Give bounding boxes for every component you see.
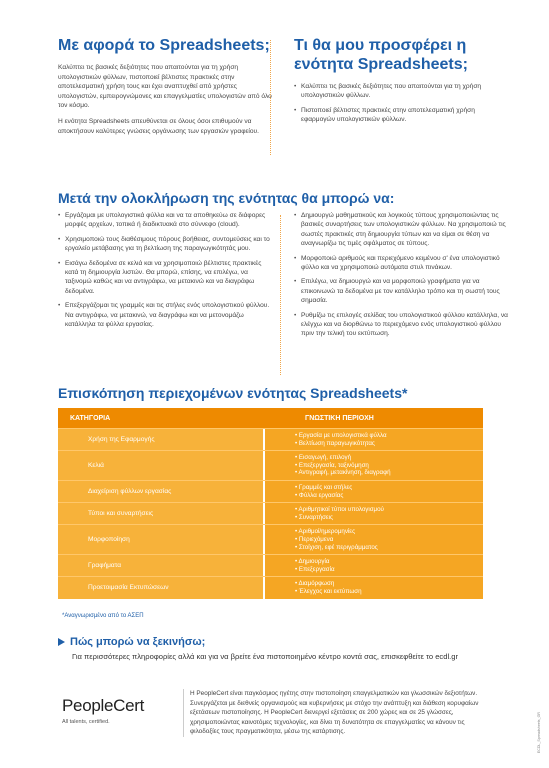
area-item: • Συναρτήσεις bbox=[295, 514, 483, 522]
intro-section bbox=[58, 36, 508, 142]
area-item: • Βελτίωση παραγωγικότητας bbox=[295, 440, 483, 448]
get-started-title: Πώς μπορώ να ξεκινήσω; bbox=[70, 636, 206, 648]
table-row bbox=[58, 554, 483, 576]
column-divider bbox=[270, 40, 271, 155]
company-description: Η PeopleCert είναι παγκόσμιος ηγέτης στην πιστοποίηση επαγγελματικών και γλωσσικών δεξιοτήτων. Συνεργάζεται με διεθνείς οργανισμούς και κυβερνήσεις με στόχο την ανάπτυξη και διάθεση κορυφαίων εξετάσεων πιστοποίησης. Η PeopleCert διενεργεί εξετάσεις σε 200 χώρες και σε 25 γλώσσες, χρησιμοποιώντας καινοτόμες τεχνολογίες, και δίνει τη δυνατότητα σε επαγγελματίες να κάνουν τις φιλοδοξίες τους πραγματικότητα, μέσω της κατάρτισης. bbox=[183, 689, 483, 737]
benefits-column bbox=[294, 36, 508, 142]
row-category: Γραφήματα bbox=[58, 555, 265, 576]
area-item: • Αντιγραφή, μετακίνηση, διαγραφή bbox=[295, 469, 483, 477]
area-item: • Επεξεργασία bbox=[295, 566, 483, 574]
header-category: ΚΑΤΗΓΟΡΙΑ bbox=[70, 414, 111, 422]
benefits-title: Τι θα μου προσφέρει η ενότητα Spreadsheets; bbox=[294, 37, 468, 73]
table-row bbox=[58, 450, 483, 480]
logo-name: PeopleCert bbox=[62, 696, 145, 715]
footnote: *Αναγνωρισμένο από το ΑΣΕΠ bbox=[62, 613, 144, 619]
get-started-heading bbox=[58, 636, 492, 648]
peoplecert-logo bbox=[62, 696, 172, 725]
outcome-item: • Μορφοποιώ αριθμούς και περιεχόμενο κειμένου σ' ένα υπολογιστικό φύλλο και να χρησιμοποιώ αυτόματα στυλ πινάκων. bbox=[294, 254, 508, 273]
row-areas bbox=[265, 525, 483, 554]
outcome-item: • Χρησιμοποιώ τους διαθέσιμους πόρους βοήθειας, συντομεύσεις και το εργαλείο μετάβασης για τη βελτίωση της παραγωγικότητάς μου. bbox=[58, 235, 272, 254]
about-title: Με αφορά το Spreadsheets; bbox=[58, 37, 270, 54]
table-row bbox=[58, 428, 483, 450]
outcomes-divider bbox=[280, 215, 281, 375]
arrow-right-icon bbox=[58, 638, 65, 646]
area-item: • Φύλλα εργασίας bbox=[295, 492, 483, 500]
area-item: • Στοίχιση, εφέ περιγράμματος bbox=[295, 544, 483, 552]
benefit-item: • Πιστοποιεί βέλτιστες πρακτικές στην αποτελεσματική χρήση εφαρμογών υπολογιστικών φύλλων. bbox=[294, 106, 508, 125]
logo-tagline: All talents, certified. bbox=[62, 719, 110, 725]
row-areas bbox=[265, 503, 483, 524]
outcomes-title: Μετά την ολοκλήρωση της ενότητας θα μπορώ να: bbox=[58, 190, 395, 206]
area-item: • Δημιουργία bbox=[295, 558, 483, 566]
outcome-item: • Ρυθμίζω τις επιλογές σελίδας του υπολογιστικού φύλλου κατάλληλα, να ελέγχω και να διορθώνω το περιεχόμενο ενός υπολογιστικού φύλλου πριν την τελική του εκτύπωση. bbox=[294, 311, 508, 339]
row-category: Διαχείριση φύλλων εργασίας bbox=[58, 481, 265, 502]
row-areas bbox=[265, 429, 483, 450]
overview-table bbox=[58, 408, 483, 599]
table-row bbox=[58, 576, 483, 598]
row-category: Μορφοποίηση bbox=[58, 525, 265, 554]
outcomes-list-right bbox=[294, 211, 508, 344]
table-row bbox=[58, 502, 483, 524]
row-areas bbox=[265, 577, 483, 598]
benefits-list bbox=[294, 82, 508, 125]
document-code: ECDL_Spreadsheets_GR bbox=[537, 712, 541, 754]
row-category: Τύποι και συναρτήσεις bbox=[58, 503, 265, 524]
table-header bbox=[58, 408, 483, 428]
row-category: Κελιά bbox=[58, 451, 265, 480]
about-column bbox=[58, 36, 272, 142]
area-item: • Διαμόρφωση bbox=[295, 580, 483, 588]
outcome-item: • Δημιουργώ μαθηματικούς και λογικούς τύπους χρησιμοποιώντας τις βασικές συναρτήσεις των υπολογιστικών φύλλων. Να χρησιμοποιώ τις σωστές πρακτικές στη δημιουργία τύπων και να είμαι σε θέση να αναγνωρίζω τις τιμές σφάλματος σε τύπους. bbox=[294, 211, 508, 249]
area-item: • Περιεχόμενα bbox=[295, 536, 483, 544]
row-areas bbox=[265, 555, 483, 576]
outcome-item: • Εργάζομαι με υπολογιστικά φύλλα και να τα αποθηκεύω σε διάφορες μορφές αρχείων, τοπικά ή διαδικτυακά στο σύννεφο (cloud). bbox=[58, 211, 272, 230]
benefit-item: • Καλύπτει τις βασικές δεξιότητες που απαιτούνται για τη χρήση υπολογιστικών φύλλων. bbox=[294, 82, 508, 101]
table-body bbox=[58, 428, 483, 599]
row-areas bbox=[265, 481, 483, 502]
outcome-item: • Επιλέγω, να δημιουργώ και να μορφοποιώ γραφήματα για να επικοινωνώ τα δεδομένα με τον κατάλληλο τρόπο και τη σωστή τους σημασία. bbox=[294, 277, 508, 305]
row-areas bbox=[265, 451, 483, 480]
area-item: • Εισαγωγή, επιλογή bbox=[295, 454, 483, 462]
header-area: ΓΝΩΣΤΙΚΗ ΠΕΡΙΟΧΗ bbox=[305, 414, 374, 422]
outcome-item: • Εισάγω δεδομένα σε κελιά και να χρησιμοποιώ βέλτιστες πρακτικές κατά τη δημιουργία λιστών. Θα μπορώ, επίσης, να επιλέγω, να ταξινομώ καθώς και να αντιγράφω, να μετακινώ και να διαγράφω δεδομένα. bbox=[58, 259, 272, 297]
get-started-section bbox=[58, 636, 492, 662]
area-item: • Γραμμές και στήλες bbox=[295, 484, 483, 492]
area-item: • Αριθμοί/ημερομηνίες bbox=[295, 528, 483, 536]
area-item: • Εργασία με υπολογιστικά φύλλα bbox=[295, 432, 483, 440]
table-row bbox=[58, 524, 483, 554]
area-item: • Επεξεργασία, ταξινόμηση bbox=[295, 462, 483, 470]
area-item: • Έλεγχος και εκτύπωση bbox=[295, 588, 483, 596]
row-category: Χρήση της Εφαρμογής bbox=[58, 429, 265, 450]
get-started-text: Για περισσότερες πληροφορίες αλλά και για να βρείτε ένα πιστοποιημένο κέντρο κοντά σας, επισκεφθείτε το ecdl.gr bbox=[72, 652, 459, 661]
outcomes-section bbox=[58, 211, 508, 344]
overview-title: Επισκόπηση περιεχομένων ενότητας Spreadsheets* bbox=[58, 385, 408, 401]
row-category: Προετοιμασία Εκτυπώσεων bbox=[58, 577, 265, 598]
area-item: • Αριθμητικοί τύποι υπολογισμού bbox=[295, 506, 483, 514]
table-row bbox=[58, 480, 483, 502]
about-paragraph-1: Καλύπτει τις βασικές δεξιότητες που απαιτούνται για τη χρήση υπολογιστικών φύλλων, πιστοποιεί βέλτιστες πρακτικές στην αποτελεσματική χρήση τους και έχει αναπτυχθεί από χρήστες υπολογιστών, εμπειρογνώμονες και επαγγελματίες υπολογιστών από όλο τον κόσμο. bbox=[58, 64, 272, 110]
outcomes-list-left bbox=[58, 211, 272, 344]
outcome-item: • Επεξεργάζομαι τις γραμμές και τις στήλες ενός υπολογιστικού φύλλου. Να αντιγράφω, να μετακινώ, να διαγράφω και να μετονομάζω κατάλληλα τα φύλλα εργασίας. bbox=[58, 301, 272, 329]
about-paragraph-2: Η ενότητα Spreadsheets απευθύνεται σε όλους όσοι επιθυμούν να αποκτήσουν καλύτερες γνώσεις οργάνωσης των εργασιών γραφείου. bbox=[58, 117, 259, 135]
